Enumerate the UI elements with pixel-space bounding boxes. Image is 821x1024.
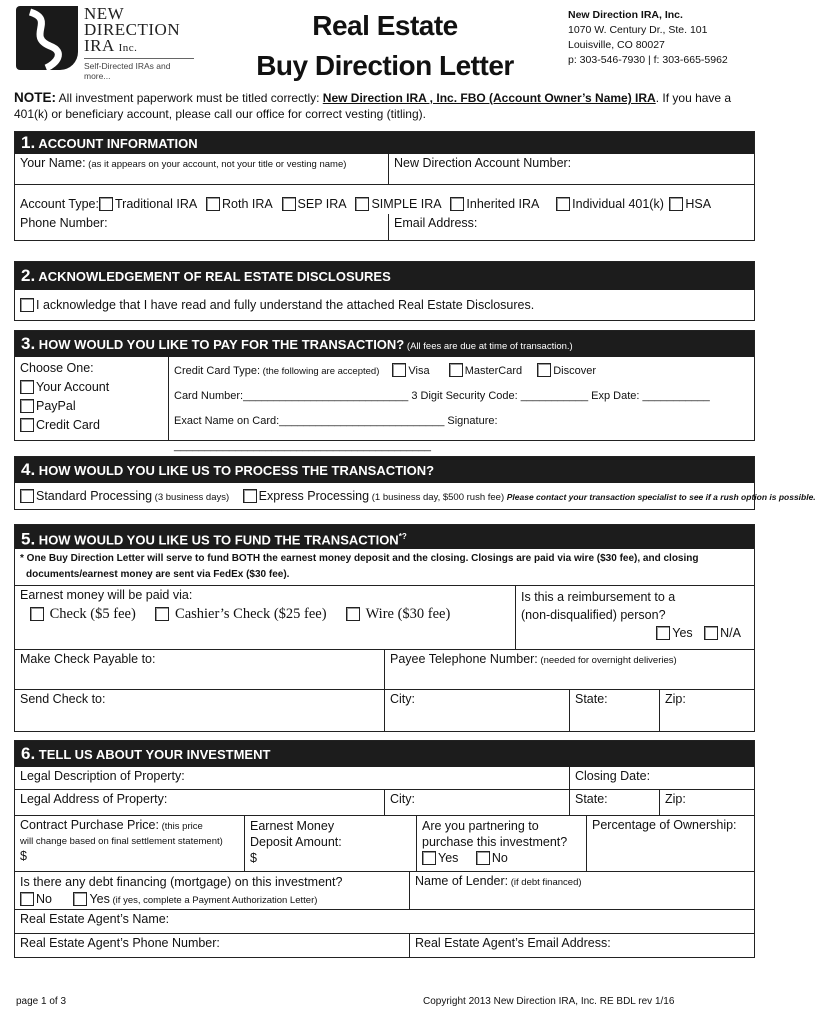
card-mastercard-checkbox[interactable]: [449, 363, 463, 377]
copyright: Copyright 2013 New Direction IRA, Inc. RE BDL rev 1/16: [423, 996, 675, 1007]
signature-field[interactable]: Signature: __________________________________________: [174, 415, 498, 452]
agent-phone-field[interactable]: Real Estate Agent’s Phone Number:: [20, 936, 220, 950]
section-1-header: 1. ACCOUNT INFORMATION: [15, 132, 754, 154]
send-state-field[interactable]: State:: [569, 690, 659, 731]
email-address-field[interactable]: Email Address:: [388, 214, 754, 240]
section-6-header: 6. TELL US ABOUT YOUR INVESTMENT: [15, 741, 754, 767]
account-type-roth-checkbox[interactable]: [206, 197, 220, 211]
section-4-header: 4. HOW WOULD YOU LIKE US TO PROCESS THE TRANSACTION?: [15, 457, 754, 483]
legal-description-field[interactable]: Legal Description of Property:: [20, 769, 185, 783]
partnering-no-checkbox[interactable]: [476, 851, 490, 865]
send-check-to-field[interactable]: Send Check to:: [20, 692, 106, 706]
page-number: page 1 of 3: [16, 996, 67, 1007]
express-processing-checkbox[interactable]: [243, 489, 257, 503]
account-type-sep-checkbox[interactable]: [282, 197, 296, 211]
account-type-traditional-checkbox[interactable]: [99, 197, 113, 211]
credit-card-details: Credit Card Type: (the following are accepted) Visa MasterCard Discover Card Number:___________________________ 3 Digit Security Code: ___________ Exp Date: ___________ Exact Name on Card:___________________________ Signature: __________________________________________: [168, 357, 754, 440]
account-type-simple-checkbox[interactable]: [355, 197, 369, 211]
account-type-inherited-checkbox[interactable]: [450, 197, 464, 211]
agent-name-field[interactable]: Real Estate Agent’s Name:: [20, 912, 170, 926]
send-city-field[interactable]: City:: [384, 690, 569, 731]
funding-note: * One Buy Direction Letter will serve to fund BOTH the earnest money deposit and the closing. Closings are paid via wire ($30 fee), and closing documents/earnest money are sent via FedEx ($30 fee).: [20, 553, 699, 580]
send-zip-field[interactable]: Zip:: [659, 690, 754, 731]
ownership-percentage-field[interactable]: Percentage of Ownership:: [586, 816, 754, 871]
company-logo: [16, 4, 196, 81]
earnest-wire-checkbox[interactable]: [346, 607, 360, 621]
partnering-question: Are you partnering to purchase this investment? Yes No: [416, 816, 586, 871]
debt-no-checkbox[interactable]: [20, 892, 34, 906]
section-processing: [14, 456, 816, 510]
standard-processing-checkbox[interactable]: [20, 489, 34, 503]
earnest-method-group: Earnest money will be paid via: Check ($5 fee) Cashier’s Check ($25 fee) Wire ($30 fee): [20, 588, 451, 622]
account-number-field[interactable]: New Direction Account Number:: [388, 154, 754, 184]
check-payable-field[interactable]: Make Check Payable to:: [20, 652, 156, 666]
logo-emblem: [16, 6, 78, 70]
agent-email-field[interactable]: Real Estate Agent’s Email Address:: [409, 934, 754, 957]
property-zip-field[interactable]: Zip:: [659, 790, 754, 815]
section-funding: [14, 524, 755, 732]
property-state-field[interactable]: State:: [569, 790, 659, 815]
security-code-field[interactable]: 3 Digit Security Code: ___________: [411, 390, 589, 402]
reimbursement-na-checkbox[interactable]: [704, 626, 718, 640]
section-3-header: 3. HOW WOULD YOU LIKE TO PAY FOR THE TRANSACTION? (All fees are due at time of transaction.): [15, 331, 754, 357]
account-type-hsa-checkbox[interactable]: [669, 197, 683, 211]
earnest-deposit-field[interactable]: Earnest Money Deposit Amount: $: [244, 816, 416, 871]
earnest-check-checkbox[interactable]: [30, 607, 44, 621]
acknowledge-checkbox[interactable]: [20, 298, 34, 312]
section-5-header: 5. HOW WOULD YOU LIKE US TO FUND THE TRANSACTION*?: [15, 525, 754, 549]
debt-financing-question: Is there any debt financing (mortgage) on this investment? No Yes (if yes, complete a Payment Authorization Letter): [20, 875, 343, 906]
reimbursement-yes-checkbox[interactable]: [656, 626, 670, 640]
lender-name-field[interactable]: Name of Lender: (if debt financed): [409, 872, 754, 909]
logo-tagline: Self-Directed IRAs and more...: [84, 58, 194, 81]
page-title: Real Estate Buy Direction Letter: [256, 10, 514, 81]
titling-note: NOTE: All investment paperwork must be titled correctly: New Direction IRA , Inc. FBO (Account Owner’s Name) IRA. If you have a 401(k) or beneficiary account, please call our office for correct vesting (titling).: [14, 90, 732, 121]
section-disclosures: [14, 261, 755, 321]
exp-date-field[interactable]: Exp Date: ___________: [591, 390, 710, 402]
processing-options: Standard Processing (3 business days) Express Processing (1 business day, $500 rush fee) Please contact your transaction specialist to see if a rush option is possible.: [15, 487, 821, 505]
debt-yes-checkbox[interactable]: [73, 892, 87, 906]
your-name-field[interactable]: Your Name: (as it appears on your account, not your title or vesting name): [20, 156, 347, 170]
legal-address-field[interactable]: Legal Address of Property:: [20, 792, 168, 806]
pay-paypal-checkbox[interactable]: [20, 399, 34, 413]
company-info: New Direction IRA, Inc. 1070 W. Century Dr., Ste. 101 Louisville, CO 80027 p: 303-546-7930 | f: 303-665-5962: [568, 9, 728, 66]
disclosure-acknowledgement: I acknowledge that I have read and fully understand the attached Real Estate Disclosures.: [15, 296, 754, 314]
property-city-field[interactable]: City:: [384, 790, 569, 815]
phone-number-field[interactable]: Phone Number:: [20, 216, 108, 230]
partnering-yes-checkbox[interactable]: [422, 851, 436, 865]
logo-wordmark: NEW DIRECTION IRA Inc.: [84, 4, 181, 55]
closing-date-field[interactable]: Closing Date:: [569, 767, 754, 789]
section-account-information: [14, 131, 755, 241]
account-type-group: Account Type: Traditional IRA Roth IRA SEP IRA SIMPLE IRA Inherited IRA Individual 401(k) HSA: [20, 197, 712, 211]
section-payment: [14, 330, 755, 452]
account-type-401k-checkbox[interactable]: [556, 197, 570, 211]
reimbursement-question: Is this a reimbursement to a (non-disqualified) person? Yes N/A: [515, 586, 754, 649]
payment-method-group: Choose One: Your Account PayPal Credit Card: [20, 361, 110, 432]
section-investment: [14, 740, 755, 958]
name-on-card-field[interactable]: Exact Name on Card:___________________________: [174, 415, 445, 427]
pay-credit-card-checkbox[interactable]: [20, 418, 34, 432]
card-visa-checkbox[interactable]: [392, 363, 406, 377]
card-discover-checkbox[interactable]: [537, 363, 551, 377]
pay-your-account-checkbox[interactable]: [20, 380, 34, 394]
payee-telephone-field[interactable]: Payee Telephone Number: (needed for overnight deliveries): [384, 650, 754, 689]
earnest-cashiers-check-checkbox[interactable]: [155, 607, 169, 621]
card-number-field[interactable]: Card Number:___________________________: [174, 390, 409, 402]
purchase-price-field[interactable]: Contract Purchase Price: (this price will change based on final settlement statement) $: [20, 818, 223, 863]
section-2-header: 2. ACKNOWLEDGEMENT OF REAL ESTATE DISCLOSURES: [15, 262, 754, 290]
